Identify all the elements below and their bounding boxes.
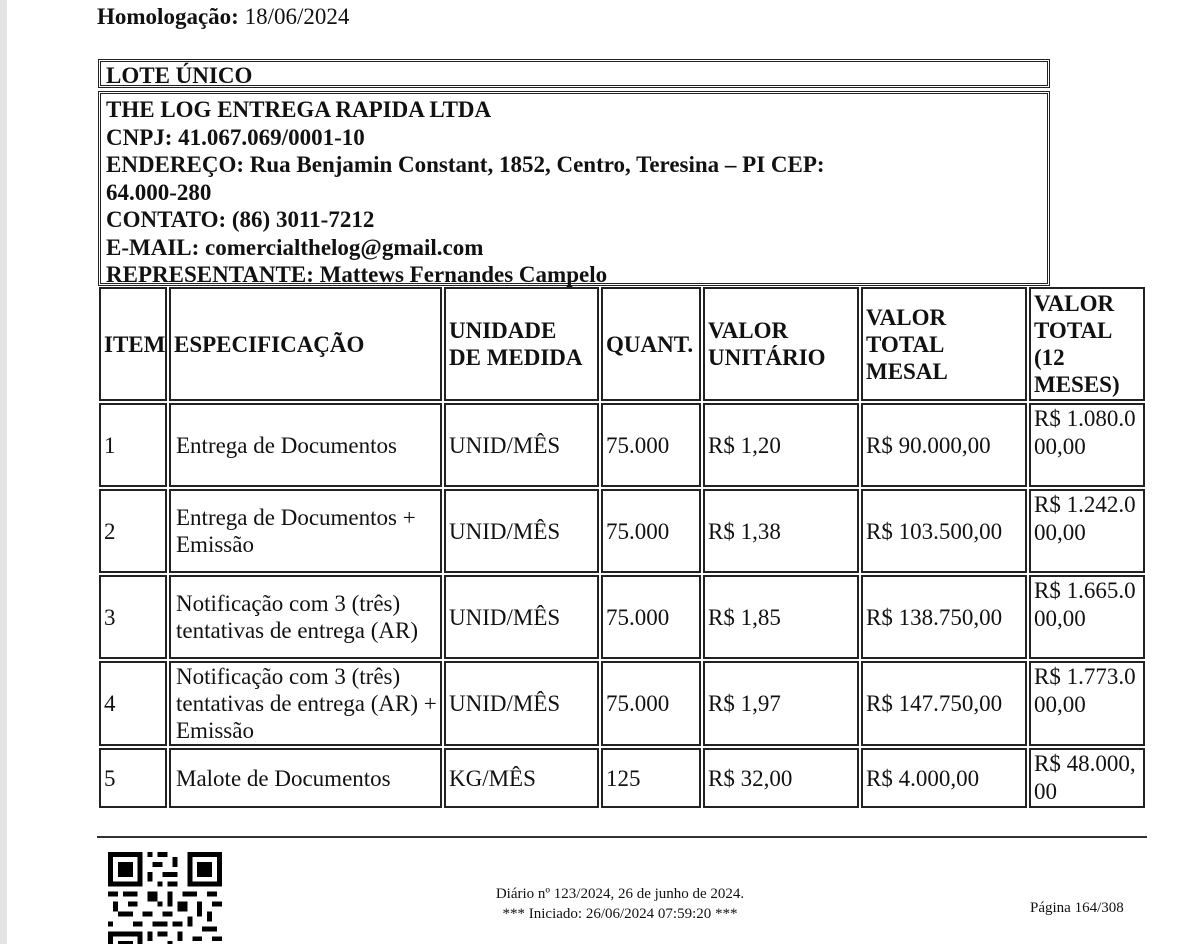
cell-valor-unitario: R$ 1,38 bbox=[703, 489, 859, 573]
cell-valor-unitario: R$ 32,00 bbox=[703, 748, 859, 808]
cell-item: 4 bbox=[99, 661, 167, 746]
homologacao-date: 18/06/2024 bbox=[244, 4, 350, 29]
cell-quant: 75.000 bbox=[601, 575, 701, 659]
lote-title-box bbox=[98, 59, 1050, 88]
table-row bbox=[99, 489, 1145, 573]
cell-valor-total-mesal: R$ 103.500,00 bbox=[861, 489, 1027, 573]
header-quant: QUANT. bbox=[601, 287, 701, 401]
footer-page-number: Página 164/308 bbox=[1030, 900, 1124, 916]
cell-unidade: UNID/MÊS bbox=[444, 403, 599, 487]
cell-unidade: UNID/MÊS bbox=[444, 661, 599, 746]
cell-item: 5 bbox=[99, 748, 167, 808]
lote-title: LOTE ÚNICO bbox=[106, 63, 253, 88]
homologacao-label: Homologação: bbox=[97, 4, 239, 29]
company-address-line2: 64.000-280 bbox=[106, 179, 212, 205]
header-valor-total-mesal: VALOR TOTAL MESAL bbox=[861, 287, 1027, 401]
footer-info bbox=[420, 884, 820, 924]
cell-especificacao: Entrega de Documentos + Emissão bbox=[169, 489, 442, 573]
cell-unidade: UNID/MÊS bbox=[444, 575, 599, 659]
cell-valor-unitario: R$ 1,20 bbox=[703, 403, 859, 487]
company-contact: CONTATO: (86) 3011-7212 bbox=[106, 207, 375, 232]
header-item: ITEM bbox=[99, 287, 167, 401]
cell-unidade: UNID/MÊS bbox=[444, 489, 599, 573]
header-unidade: UNIDADE DE MEDIDA bbox=[444, 287, 599, 401]
cell-quant: 75.000 bbox=[601, 661, 701, 746]
cell-item: 2 bbox=[99, 489, 167, 573]
cell-valor-total-mesal: R$ 147.750,00 bbox=[861, 661, 1027, 746]
cell-valor-unitario: R$ 1,97 bbox=[703, 661, 859, 746]
header-especificacao: ESPECIFICAÇÃO bbox=[169, 287, 442, 401]
cell-especificacao: Malote de Documentos bbox=[169, 748, 442, 808]
table-header-row bbox=[99, 287, 1145, 401]
qr-code-icon bbox=[108, 852, 222, 944]
cell-valor-total-12: R$ 1.080.000,00 bbox=[1029, 403, 1145, 487]
cell-valor-total-12: R$ 48.000,00 bbox=[1029, 748, 1145, 808]
company-cnpj: CNPJ: 41.067.069/0001-10 bbox=[106, 124, 365, 150]
page-edge bbox=[0, 0, 7, 944]
company-representative: REPRESENTANTE: Mattews Fernandes Campelo bbox=[106, 262, 608, 287]
footer-diario: Diário nº 123/2024, 26 de junho de 2024. bbox=[495, 886, 745, 902]
cell-valor-unitario: R$ 1,85 bbox=[703, 575, 859, 659]
table-row bbox=[99, 748, 1145, 808]
header-valor-total-12: VALOR TOTAL (12 MESES) bbox=[1029, 287, 1145, 401]
cell-valor-total-12: R$ 1.773.000,00 bbox=[1029, 661, 1145, 746]
header-valor-unitario: VALOR UNITÁRIO bbox=[703, 287, 859, 401]
table-row bbox=[99, 575, 1145, 659]
cell-valor-total-mesal: R$ 138.750,00 bbox=[861, 575, 1027, 659]
cell-valor-total-mesal: R$ 4.000,00 bbox=[861, 748, 1027, 808]
cell-valor-total-12: R$ 1.665.000,00 bbox=[1029, 575, 1145, 659]
cell-item: 3 bbox=[99, 575, 167, 659]
company-info-box bbox=[98, 91, 1050, 286]
table-row bbox=[99, 661, 1145, 746]
footer-divider bbox=[97, 836, 1147, 838]
cell-quant: 125 bbox=[601, 748, 701, 808]
table-row bbox=[99, 403, 1145, 487]
cell-unidade: KG/MÊS bbox=[444, 748, 599, 808]
cell-especificacao: Notificação com 3 (três) tentativas de entrega (AR) + Emissão bbox=[169, 661, 442, 746]
cell-especificacao: Notificação com 3 (três) tentativas de entrega (AR) bbox=[169, 575, 442, 659]
cell-quant: 75.000 bbox=[601, 403, 701, 487]
items-table bbox=[97, 285, 1147, 810]
company-address-line1: ENDEREÇO: Rua Benjamin Constant, 1852, Centro, Teresina – PI CEP: bbox=[106, 152, 825, 177]
company-name: THE LOG ENTREGA RAPIDA LTDA bbox=[106, 97, 492, 122]
homologacao-line bbox=[97, 4, 349, 30]
footer-iniciado: *** Iniciado: 26/06/2024 07:59:20 *** bbox=[502, 906, 738, 922]
company-email: E-MAIL: comercialthelog@gmail.com bbox=[106, 234, 484, 260]
cell-valor-total-12: R$ 1.242.000,00 bbox=[1029, 489, 1145, 573]
cell-item: 1 bbox=[99, 403, 167, 487]
cell-quant: 75.000 bbox=[601, 489, 701, 573]
cell-valor-total-mesal: R$ 90.000,00 bbox=[861, 403, 1027, 487]
cell-especificacao: Entrega de Documentos bbox=[169, 403, 442, 487]
